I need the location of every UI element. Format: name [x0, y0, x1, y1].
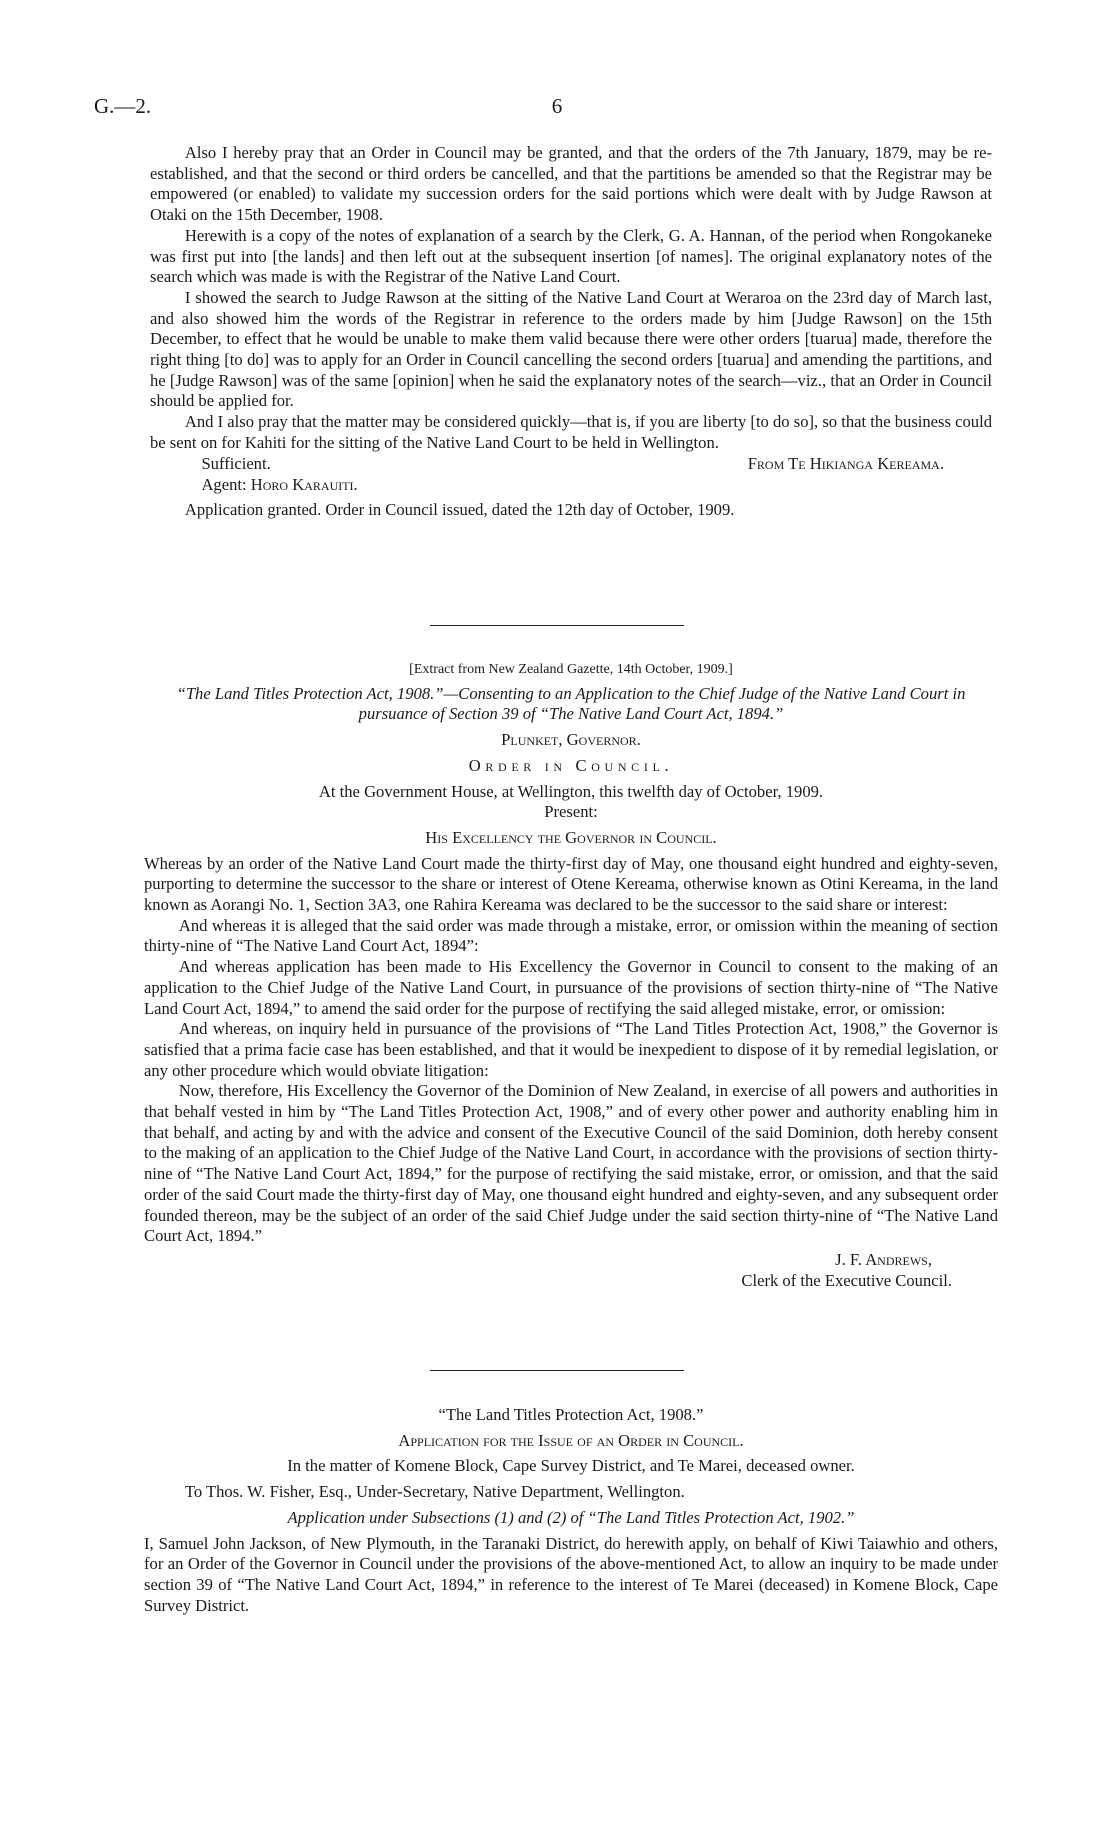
- signature-row: [150, 454, 992, 475]
- order-paragraph: And whereas, on inquiry held in pursuance of the provisions of “The Land Titles Protection Act, 1908,” the Governor is satisfied that a prima facie case has been established, and that it would be inexpedient to dispose of it by remedial legislation, or any other procedure which would obviate litigation:: [144, 1019, 998, 1080]
- petition-paragraph: I showed the search to Judge Rawson at the sitting of the Native Land Court at Weraroa on the 23rd day of March last, and also showed him the words of the Registrar in reference to the orders made by him [Judge Rawson] on the 15th December, to effect that he would be unable to make them valid because there were other orders [tuarua] made, therefore the right thing [to do] was to apply for an Order in Council cancelling the second orders [tuarua] and amending the partitions, and he [Judge Rawson] was of the same [opinion] when he said the explanatory notes of the search—viz., that an Order in Council should be applied for.: [150, 287, 992, 411]
- application-heading: Application for the Issue of an Order in Council.: [398, 1430, 744, 1450]
- petitioner-name: From Te Hikianga Kereama.: [747, 453, 944, 473]
- subsections-heading: Application under Subsections (1) and (2) of “The Land Titles Protection Act, 1902.”: [287, 1507, 855, 1527]
- agent-line: [201, 475, 357, 496]
- act-title: “The Land Titles Protection Act, 1908.”—Consenting to an Application to the Chief Judge of the Native Land Court in pursuance of Section 39 of “The Native Land Court Act, 1894.”: [176, 683, 966, 724]
- order-in-council-heading: Order in Council.: [468, 755, 674, 775]
- document-reference: G.—2.: [94, 94, 152, 118]
- signatory-name: J. F. Andrews,: [835, 1249, 932, 1269]
- matter-line: In the matter of Komene Block, Cape Survey District, and Te Marei, deceased owner.: [287, 1456, 855, 1476]
- application-paragraph: I, Samuel John Jackson, of New Plymouth, in the Taranaki District, do herewith apply, on behalf of Kiwi Taiawhio and others, for an Order of the Governor in Council under the provisions of the above-mentioned Act, to allow an inquiry to be made under section 39 of “The Native Land Court Act, 1894,” in reference to the interest of Te Marei (deceased) in Komene Block, Cape Survey District.: [144, 1533, 998, 1615]
- order-paragraph: Now, therefore, His Excellency the Governor of the Dominion of New Zealand, in exercise of all powers and authorities in that behalf vested in him by “The Land Titles Protection Act, 1908,” and of every other power and authority enabling him in that behalf, and acting by and with the advice and consent of the Executive Council of the said Dominion, doth hereby consent to the making of an application to the Chief Judge of the Native Land Court, in accordance with the provisions of section thirty-nine of “The Native Land Court Act, 1894,” for the purpose of rectifying the said mistake, error, or omission, and that the said order of the said Court made the thirty-first day of May, one thousand eight hundred and eighty-seven, and any subsequent order founded thereon, may be the subject of an order of the said Chief Judge under the said section thirty-nine of “The Native Land Court Act, 1894.”: [144, 1081, 998, 1246]
- gazette-section: [144, 660, 998, 1291]
- petition-section: [150, 143, 992, 520]
- council-heading: His Excellency the Governor in Council.: [425, 827, 717, 847]
- petition-paragraph: Herewith is a copy of the notes of explanation of a search by the Clerk, G. A. Hannan, of the period when Rongokaneke was first put into [the lands] and then left out at the subsequent insertion [of names]. The original explanatory notes of the search which was made is with the Registrar of the Native Land Court.: [150, 225, 992, 287]
- sufficient-label: Sufficient.: [201, 453, 271, 473]
- signatory-title: Clerk of the Executive Council.: [741, 1270, 952, 1290]
- agent-row: [150, 475, 992, 496]
- order-paragraph: Whereas by an order of the Native Land Court made the thirty-first day of May, one thousand eight hundred and eighty-seven, purporting to determine the successor to the share or interest of Otene Kereama, otherwise known as Otini Kereama, in the land known as Aorangi No. 1, Section 3A3, one Rahira Kereama was declared to be the successor to the said share or interest:: [144, 853, 998, 915]
- page-number: 6: [551, 94, 563, 118]
- application-granted: Application granted. Order in Council issued, dated the 12th day of October, 1909.: [184, 499, 735, 519]
- order-paragraph: And whereas it is alleged that the said order was made through a mistake, error, or omission within the meaning of section thirty-nine of “The Native Land Court Act, 1894”:: [144, 915, 998, 956]
- gazette-extract-note: [Extract from New Zealand Gazette, 14th October, 1909.]: [409, 662, 733, 677]
- agent-name: Horo Karauiti.: [250, 474, 358, 494]
- application-section: [144, 1405, 998, 1616]
- gazette-body: [144, 854, 998, 1247]
- addressee-line: To Thos. W. Fisher, Esq., Under-Secretary, Native Department, Wellington.: [184, 1482, 685, 1502]
- act-name: “The Land Titles Protection Act, 1908.”: [438, 1405, 704, 1424]
- location-date: At the Government House, at Wellington, this twelfth day of October, 1909.: [318, 781, 824, 801]
- order-paragraph: And whereas application has been made to His Excellency the Governor in Council to consent to the making of an application to the Chief Judge of the Native Land Court, in pursuance of the provisions of section thirty-nine of “The Native Land Court Act, 1894,” to amend the said order for the purpose of rectifying the said alleged mistake, error, or omission:: [144, 957, 998, 1018]
- section-divider: [430, 1370, 684, 1371]
- governor-name: Plunket, Governor.: [501, 730, 641, 750]
- present-label: Present:: [544, 802, 598, 822]
- page-header: [94, 94, 1020, 124]
- petition-paragraph: And I also pray that the matter may be considered quickly—that is, if you are liberty [to do so], so that the business could be sent on for Kahiti for the sitting of the Native Land Court to be held in Wellington.: [150, 412, 992, 452]
- agent-label: Agent:: [201, 474, 247, 494]
- section-divider: [430, 625, 684, 626]
- petition-paragraph: Also I hereby pray that an Order in Council may be granted, and that the orders of the 7th January, 1879, may be re-established, and that the second or third orders be cancelled, and that the partitions be amended so that the Registrar may be empowered (or enabled) to validate my succession orders for the said portions which were dealt with by Judge Rawson at Otaki on the 15th December, 1908.: [150, 143, 992, 225]
